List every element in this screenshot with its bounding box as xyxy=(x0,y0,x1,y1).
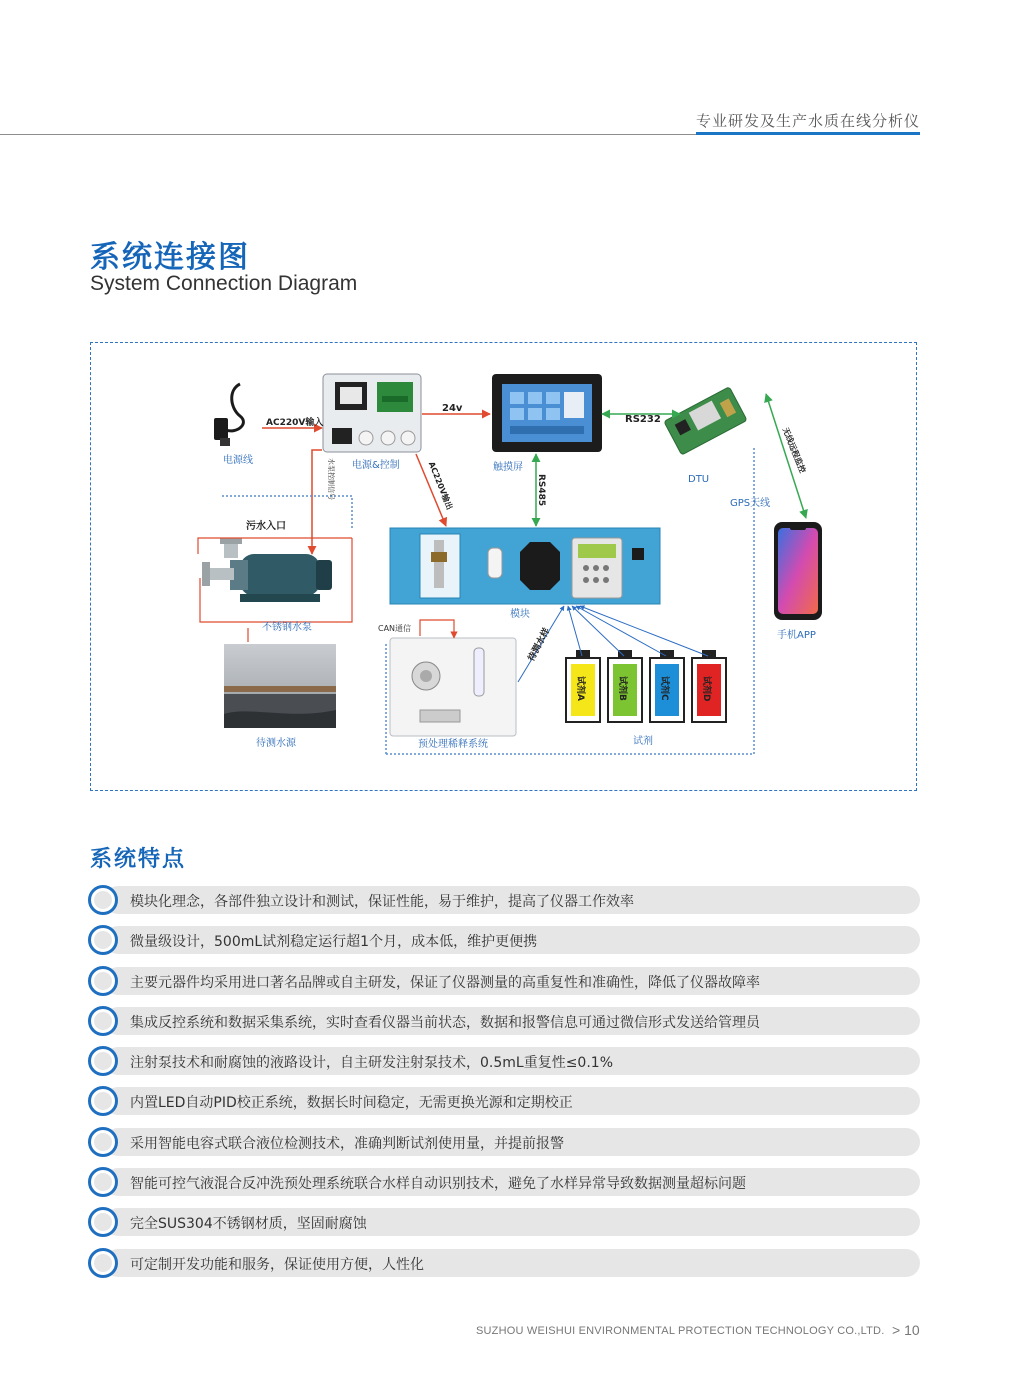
dtu-board xyxy=(664,387,747,455)
label-reagents: 试剂 xyxy=(633,736,653,747)
system-connection-diagram xyxy=(90,342,917,791)
label-dtu: DTU xyxy=(688,474,710,485)
feature-item: 注射泵技术和耐腐蚀的液路设计，自主研发注射泵技术，0.5mL重复性≤0.1% xyxy=(88,1047,920,1075)
label-24v: 24v xyxy=(442,403,463,414)
feature-item: 主要元器件均采用进口著名品牌或自主研发，保证了仪器测量的高重复性和准确性，降低了仪器故障率 xyxy=(88,967,920,995)
feature-item: 集成反控系统和数据采集系统，实时查看仪器当前状态，数据和报警信息可通过微信形式发送给管理员 xyxy=(88,1007,920,1035)
label-power-cord: 电源线 xyxy=(223,455,253,466)
features-title: 系统特点 xyxy=(90,847,187,872)
label-pretreatment: 预处理稀释系统 xyxy=(418,739,488,750)
bullet-circle-icon xyxy=(88,1006,118,1036)
feature-item: 智能可控气液混合反冲洗预处理系统联合水样自动识别技术，避免了水样异常导致数据测量超标问题 xyxy=(88,1168,920,1196)
label-reagent-a: 试剂A xyxy=(575,676,585,701)
label-pump-control: 水泵控制信号 xyxy=(327,458,335,500)
bullet-circle-icon xyxy=(88,1167,118,1197)
bullet-circle-icon xyxy=(88,885,118,915)
label-reagent-c: 试剂C xyxy=(659,676,669,701)
label-reagent-d: 试剂D xyxy=(701,676,711,702)
label-sewage-inlet: 污水入口 xyxy=(246,521,286,532)
feature-item: 完全SUS304不锈钢材质，坚固耐腐蚀 xyxy=(88,1208,920,1236)
label-wireless: 无线远程监控 xyxy=(780,426,808,475)
water-source-photo xyxy=(224,644,336,728)
header-title: 专业研发及生产水质在线分析仪 xyxy=(695,112,920,130)
page-number: > 10 xyxy=(892,1322,920,1338)
diagram-title: 系统连接图 xyxy=(90,240,250,275)
feature-item: 内置LED自动PID校正系统，数据长时间稳定，无需更换光源和定期校正 xyxy=(88,1087,920,1115)
power-control-box xyxy=(323,374,421,452)
label-power-control: 电源&控制 xyxy=(352,460,400,471)
label-rs485: RS485 xyxy=(536,474,546,507)
header-accent-bar xyxy=(696,132,920,135)
footer-company: SUZHOU WEISHUI ENVIRONMENTAL PROTECTION TECHNOLOGY CO.,LTD. xyxy=(476,1325,885,1337)
label-can: CAN通信 xyxy=(378,624,412,633)
bullet-circle-icon xyxy=(88,1127,118,1157)
feature-item: 模块化理念，各部件独立设计和测试，保证性能，易于维护，提高了仪器工作效率 xyxy=(88,886,920,914)
smartphone-icon xyxy=(774,522,822,620)
label-reagent-b: 试剂B xyxy=(617,676,627,701)
analyzer-module xyxy=(390,528,660,604)
bullet-circle-icon xyxy=(88,966,118,996)
label-water-source: 待测水源 xyxy=(256,738,296,749)
feature-item: 微量级设计，500mL试剂稳定运行超1个月，成本低，维护更便携 xyxy=(88,926,920,954)
label-pump: 不锈钢水泵 xyxy=(262,622,312,633)
label-module: 模块 xyxy=(510,609,530,620)
feature-list xyxy=(88,886,920,1289)
diagram-subtitle: System Connection Diagram xyxy=(90,272,358,295)
touchscreen-device xyxy=(492,374,602,452)
feature-item: 采用智能电容式联合液位检测技术，准确判断试剂使用量，并提前报警 xyxy=(88,1128,920,1156)
label-phone-app: 手机APP xyxy=(777,630,816,641)
label-sample: 待测水样 xyxy=(526,626,553,664)
bullet-circle-icon xyxy=(88,1046,118,1076)
label-rs232: RS232 xyxy=(625,414,661,425)
label-ac220-output: AC220V输出 xyxy=(426,460,455,511)
label-touchscreen: 触摸屏 xyxy=(493,462,523,473)
bullet-circle-icon xyxy=(88,1248,118,1278)
label-ac220-input: AC220V输入 xyxy=(266,418,324,428)
label-gps: GPS天线 xyxy=(730,498,771,509)
power-cord-icon xyxy=(214,384,243,446)
pretreatment-system xyxy=(390,638,516,736)
feature-item: 可定制开发功能和服务，保证使用方便，人性化 xyxy=(88,1249,920,1277)
